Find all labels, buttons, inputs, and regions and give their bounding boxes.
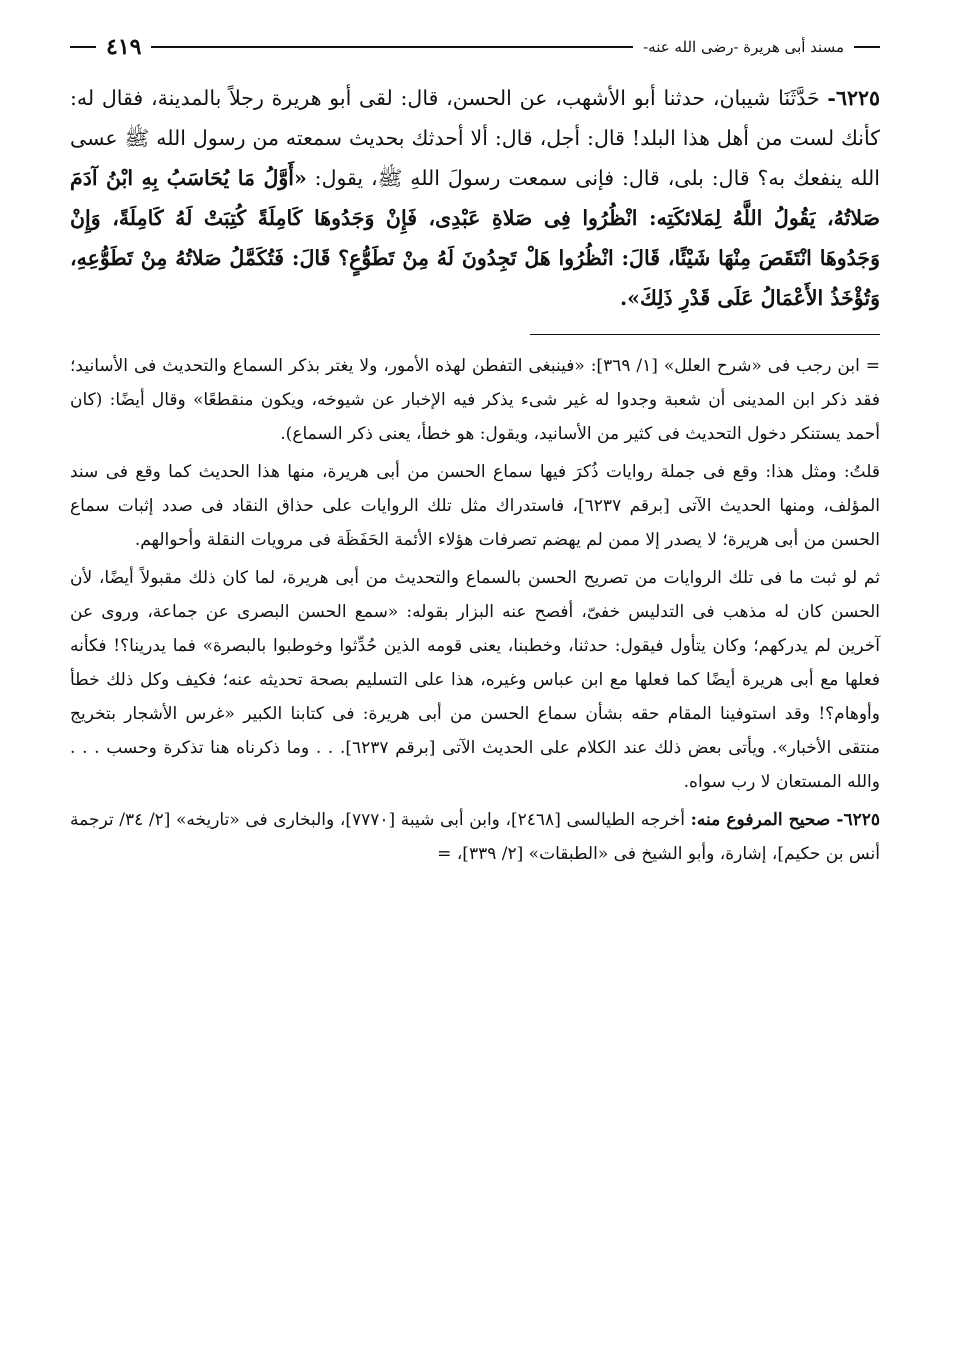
header-rule (151, 46, 633, 48)
header-dash-left (70, 46, 96, 48)
hadith-body (70, 78, 880, 318)
footnote-paragraph-3: ثم لو ثبت ما فى تلك الروايات من تصريح الحسن بالسماع والتحديث من أبى هريرة، لما كان ذلك مقبولاً أيضًا، لأن الحسن كان له مذهب فى التدليس خفىّ، أفصح عنه البزار بقوله: «سمع الحسن البصرى عن جماعة، وروى عن آخرين لم يدركهم؛ وكان يتأول فيقول: حدثنا، وخطبنا، يعنى قومه الذين حُدِّثوا وخوطبوا بالبصرة» فما يدرينا؟! فكأنه فعلها مع أبى هريرة أيضًا كما فعلها مع ابن عباس وغيره، هذا على التسليم بصحة تحديثه عنه؛ فكيف وكل ذلك خطأ وأوهام؟! وقد استوفينا المقام حقه بشأن سماع الحسن من أبى هريرة: فى كتابنا الكبير «غرس الأشجار بتخريج منتقى الأخبار». ويأتى بعض ذلك عند الكلام على الحديث الآتى [برقم ٦٢٣٧]. . . وما ذكرناه هنا تذكرة وحسب . . . والله المستعان لا رب سواه. (70, 568, 880, 792)
hadith-narration: حَدَّثَنَا شيبان، حدثنا أبو الأشهب، عن الحسن، قال: لقى أبو هريرة رجلاً بالمدينة، فقال له: كأنك لست من أهل هذا البلد! قال: أجل، قال: ألا أحدثك بحديث سمعته من رسول الله ﷺ عسى الله ينفعك به؟ قال: بلى، قال: فإنى سمعت رسولَ اللهِ ﷺ، يقول: (70, 86, 880, 190)
document-page (70, 30, 880, 875)
page-header (70, 30, 880, 64)
footnotes (70, 349, 880, 871)
hadith-number: ٦٢٢٥- (827, 86, 880, 110)
footnote-paragraph-2: قلتُ: ومثل هذا: وقع فى جملة روايات ذُكرَ فيها سماع الحسن من أبى هريرة، منها هذا الحديث كما وقع فى سند المؤلف، ومنها الحديث الآتى [برقم ٦٢٣٧]، فاستدراك مثل تلك الروايات على حذاق النقاد فى صدد إثبات سماع الحسن من أبى هريرة؛ لا يصدر إلا ممن لم يهضم تصرفات هؤلاء الأئمة الحَفَظَة فى مرويات النقلة وأحوالهم. (70, 462, 880, 550)
page-number: ٤١٩ (106, 34, 142, 60)
header-dash-right (854, 46, 880, 48)
footnote-paragraph-4 (70, 803, 880, 871)
footnote-separator (530, 334, 880, 335)
takhrij-label: ٦٢٢٥- صحيح المرفوع منه: (690, 810, 880, 830)
hadith-matn: «أَوَّلُ مَا يُحَاسَبُ بِهِ ابْنُ آدَمَ صَلاتُهُ، يَقُولُ اللَّهُ لِمَلائكَتِه: انْظُرُوا فِى صَلاةِ عَبْدِى، فَإِنْ وَجَدُوهَا كَامِلَةً كُتِبَتْ لَهُ كَامِلَةً، وَإِنْ وَجَدُوهَا انْتَقَصَ مِنْهَا شَيْئًا، قَالَ: انْظُرُوا هَلْ تَجِدُونَ لَهُ مِنْ تَطَوُّعٍ؟ قَالَ: فَتُكَمَّلُ صَلاتُهُ مِنْ تَطَوُّعِهِ، وَتُؤْخَذُ الأَعْمَالُ عَلَى قَدْرِ ذَلِكَ». (70, 166, 880, 310)
footnote-paragraph-1: = ابن رجب فى «شرح العلل» [١/ ٣٦٩]: «فينبغى التفطن لهذه الأمور، ولا يغتر بذكر السماع والتحديث فى الأسانيد؛ فقد ذكر ابن المدينى أن شعبة وجدوا له غير شىء يذكر فيه الإخبار عن شيوخه، ويكون منقطعًا» وقال أيضًا: (كان أحمد يستنكر دخول التحديث فى كثير من الأسانيد، ويقول: هو خطأ، يعنى ذكر السماع). (70, 356, 880, 444)
running-title: مسند أبى هريرة -رضى الله عنه- (643, 38, 844, 56)
takhrij-text: أخرجه الطيالسى [٢٤٦٨]، وابن أبى شيبة [٧٧٧٠]، والبخارى فى «تاريخه» [٢/ ٣٤/ ترجمة أنس بن حكيم]، إشارة، وأبو الشيخ فى «الطبقات» [٢/ ٣٣٩]، = (70, 810, 880, 864)
